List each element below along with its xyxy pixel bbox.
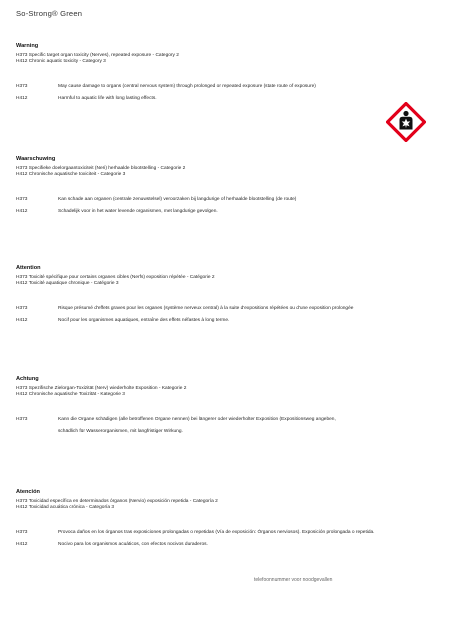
hazard-classification-line: H412 Toxicidad acuática crónica - Categoría 3 — [16, 505, 115, 511]
hazard-statement — [16, 96, 436, 102]
section-french — [16, 265, 436, 331]
section-spanish — [16, 489, 436, 555]
hazard-statement — [16, 417, 436, 423]
section-heading: Atención — [16, 489, 40, 495]
section-heading: Warning — [16, 43, 39, 49]
hazard-text: Kan schade aan organen (centrale zenuwstelsel) veroorzaken bij langdurige of herhaalde blootstelling (de route) — [58, 196, 297, 202]
section-english — [16, 43, 436, 109]
hazard-text: Provoca daños en los órganos tras exposiciones prolongadas o repetidas (Vía de exposición: Órganos nerviosos). Exposición prolongada o repetida. — [58, 529, 375, 535]
hazard-classification-line: H412 Toxicité aquatique chronique - Catégorie 3 — [16, 281, 119, 287]
health-hazard-icon — [386, 102, 426, 142]
hazard-statement — [16, 318, 436, 324]
hazard-code — [16, 429, 58, 435]
hazard-code: H412 — [16, 542, 28, 548]
hazard-code: H412 — [16, 318, 28, 324]
hazard-statements — [16, 84, 436, 103]
hazard-text: Schadelijk voor in het water levende organismen, met langdurige gevolgen. — [58, 209, 218, 215]
hazard-statement — [16, 429, 436, 435]
hazard-statements — [16, 530, 436, 549]
hazard-code: H373 — [16, 416, 28, 422]
hazard-statements — [16, 417, 436, 436]
document-title: So-Strong® Green — [16, 9, 83, 18]
hazard-classification-line: H373 Toxicité spécifique pour certains organes cibles (Nerfs) exposition répétée - Catégorie 2 — [16, 275, 215, 280]
hazard-text: Risque présumé d'effets graves pour les organes (système nerveux central) à la suite d'expositions répétées ou d'une exposition prolongée — [58, 305, 354, 311]
hazard-classification-line: H373 Specific target organ toxicity (Nerves), repeated exposure - Category 2 — [16, 53, 179, 58]
footer-note: telefoonnummer voor noodgevallen — [254, 577, 333, 583]
section-heading: Achtung — [16, 376, 39, 382]
hazard-statements — [16, 197, 436, 216]
hazard-text: Nocif pour les organismes aquatiques, entraîne des effets néfastes à long terme. — [58, 318, 230, 324]
hazard-text: Nocivo para los organismos acuáticos, con efectos nocivos duraderos. — [58, 542, 208, 548]
section-german — [16, 376, 436, 442]
hazard-classification-line: H412 Chronic aquatic toxicity - Category 3 — [16, 59, 106, 65]
hazard-code: H373 — [16, 305, 28, 311]
hazard-statement — [16, 542, 436, 548]
hazard-text: May cause damage to organs (central nervous system) through prolonged or repeated exposure (state route of exposure) — [58, 83, 316, 89]
hazard-classification-line: H373 Specifieke doelorgaantoxiciteit (Neri) herhaalde blootstelling - Categorie 2 — [16, 166, 186, 171]
hazard-code: H373 — [16, 83, 28, 89]
hazard-code: H412 — [16, 96, 28, 102]
hazard-statement — [16, 530, 436, 536]
section-heading: Waarschuwing — [16, 156, 56, 162]
hazard-text: Kann die Organe schädigen (alle betroffenen Organe nennen) bei längerer oder wiederholter Exposition (Expositionsweg angeben, — [58, 416, 336, 422]
hazard-classification-line: H412 Chronische aquatische toxiciteit - Categorie 3 — [16, 172, 126, 178]
hazard-code: H412 — [16, 209, 28, 215]
hazard-statements — [16, 306, 436, 325]
hazard-statement — [16, 306, 436, 312]
hazard-statement — [16, 197, 436, 203]
hazard-statement — [16, 84, 436, 90]
hazard-classification-line: H373 Spezifische Zielorgan-Toxizität (Nerv) wiederholte Exposition - Kategorie 2 — [16, 386, 187, 391]
hazard-code: H373 — [16, 529, 28, 535]
hazard-classification-line: H373 Toxicidad específica en determinados órganos (Nervio) exposición repetida - Categoría 2 — [16, 499, 218, 504]
hazard-statement — [16, 209, 436, 215]
hazard-code: H373 — [16, 196, 28, 202]
section-heading: Attention — [16, 265, 41, 271]
section-dutch — [16, 156, 436, 222]
hazard-classification-line: H412 Chronische aquatische Toxizität - Kategorie 3 — [16, 392, 125, 398]
hazard-text: schädlich für Wasserorganismen, mit langfristiger Wirkung. — [58, 429, 183, 435]
hazard-text: Harmful to aquatic life with long lasting effects. — [58, 96, 157, 102]
